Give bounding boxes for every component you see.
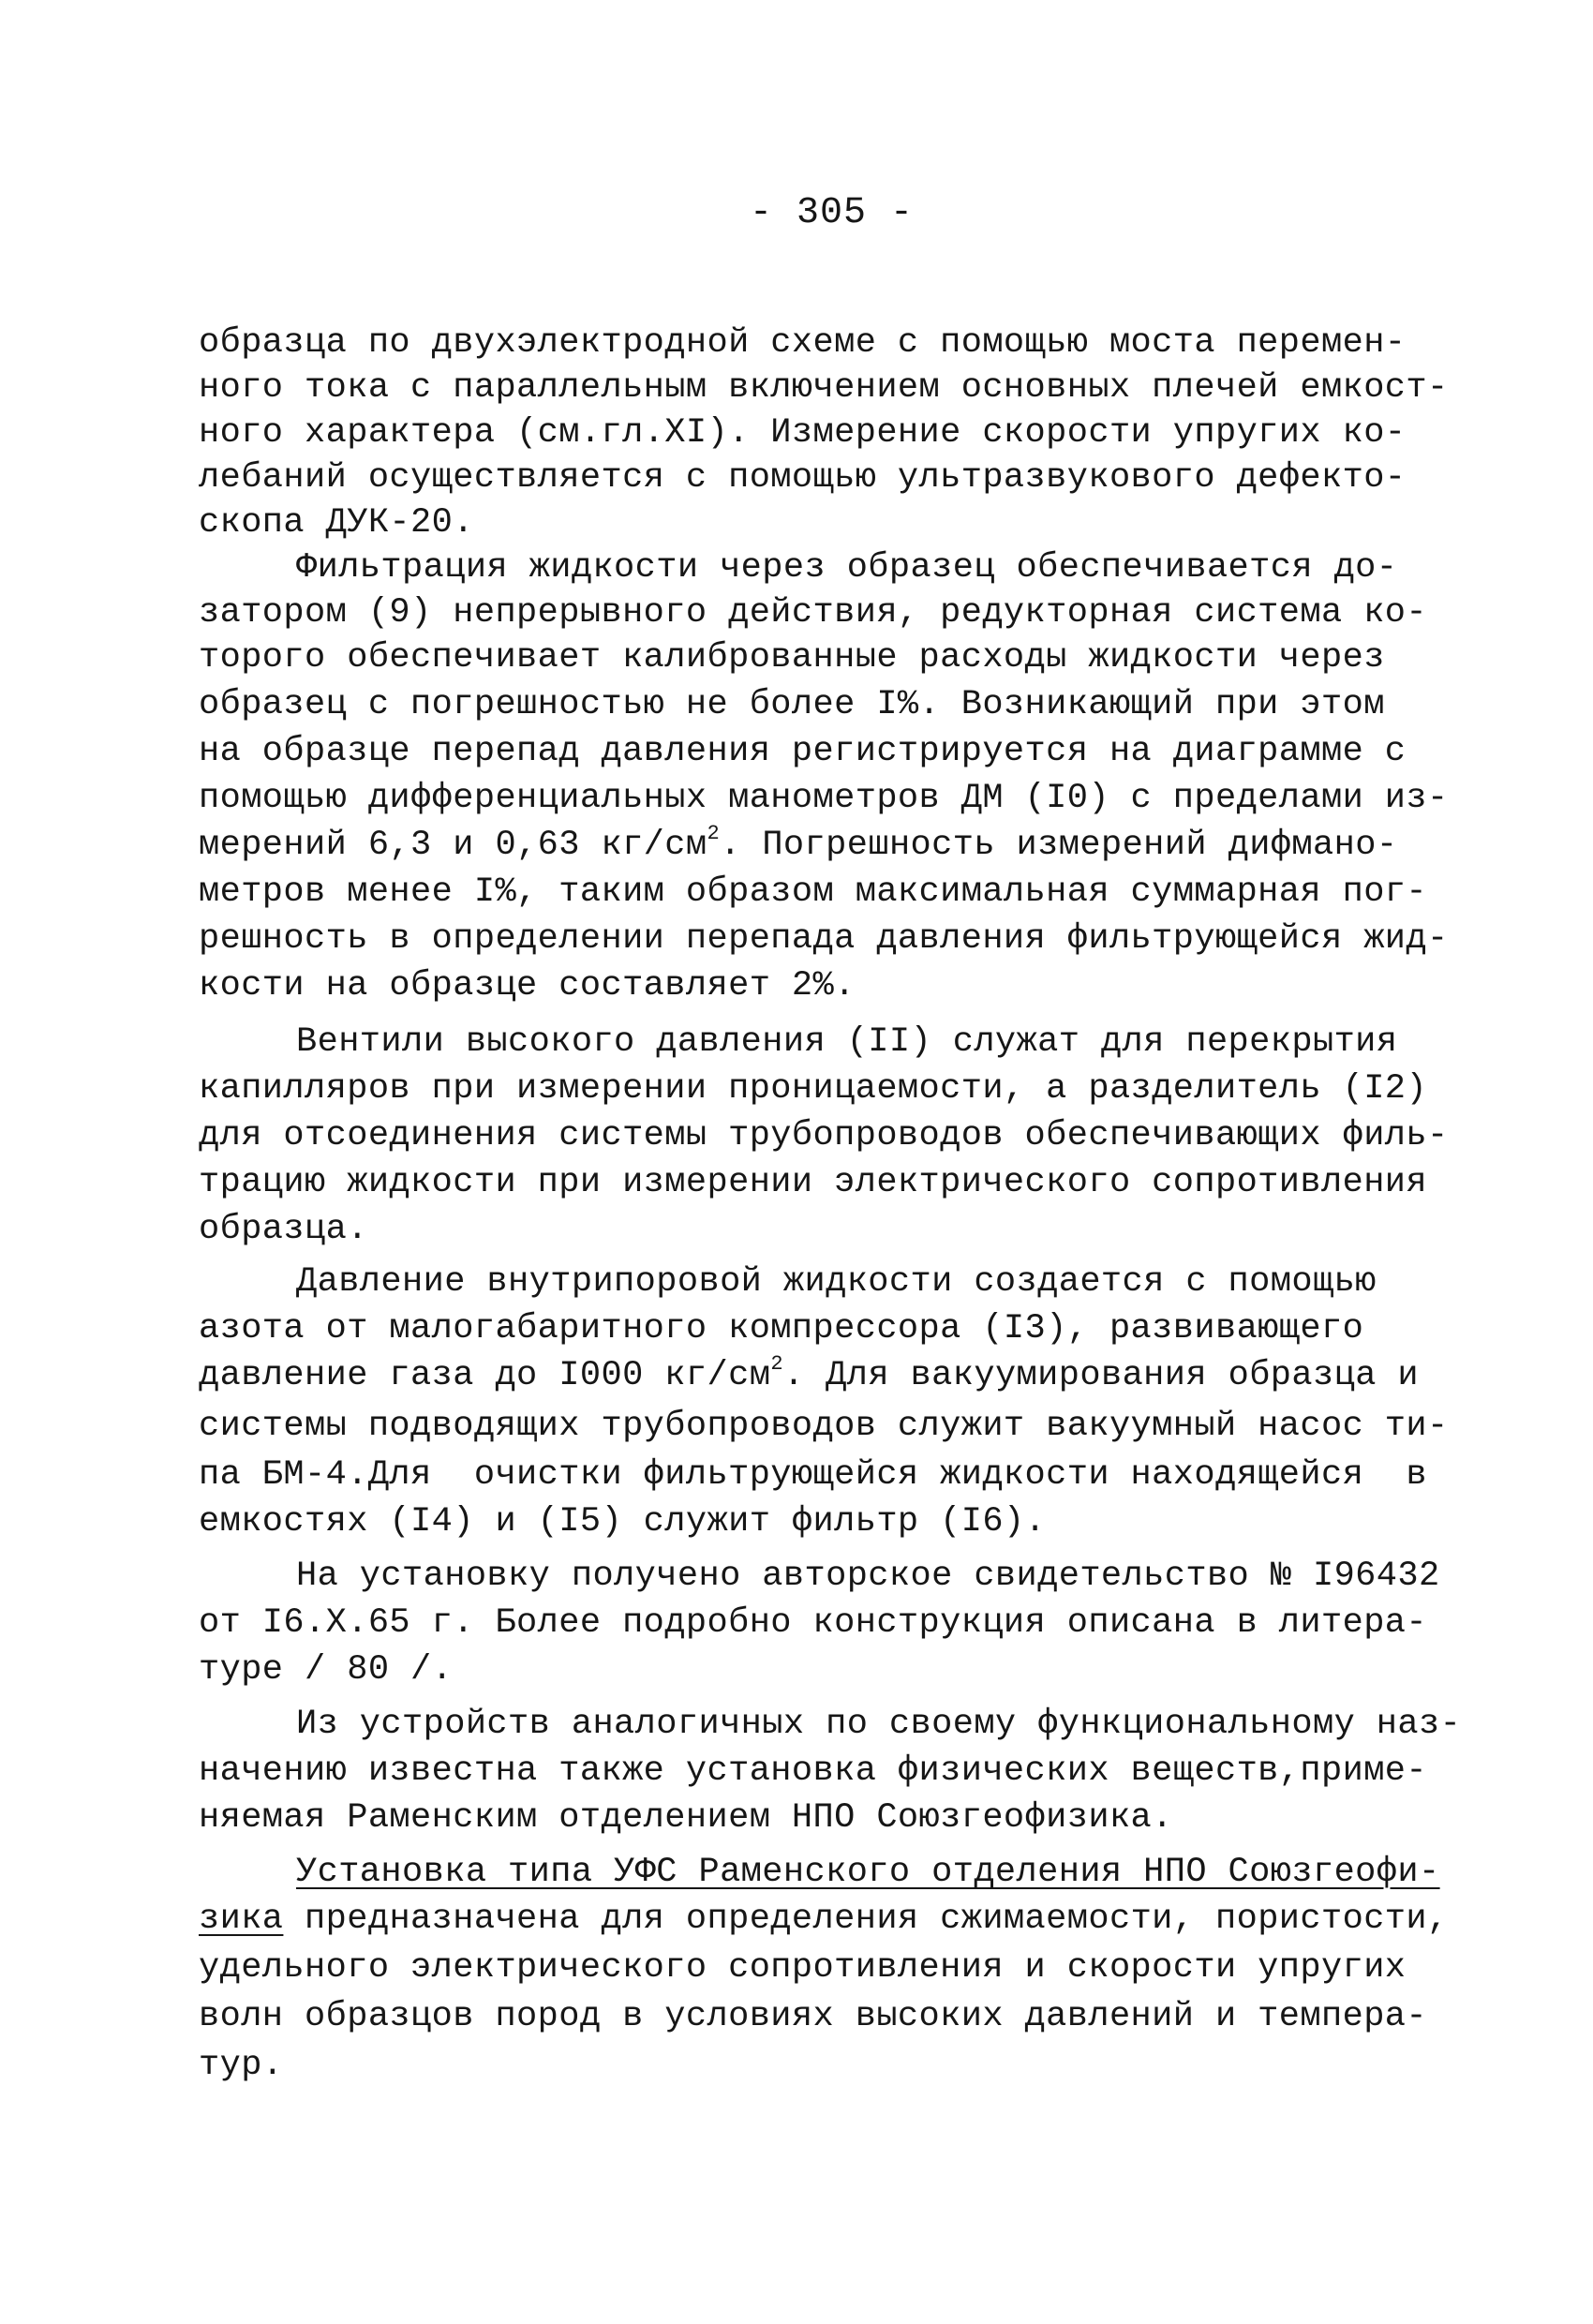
text-line: капилляров при измерении проницаемости, а разделитель (I2) (199, 1069, 1428, 1109)
text-line: метров менее I%, таким образом максимальная суммарная пог- (199, 872, 1428, 912)
text-line-with-underline (199, 1899, 1449, 1939)
text-segment: давление газа до I000 кг/см (199, 1356, 771, 1395)
page-number: - 305 - (750, 192, 915, 234)
text-line: па БМ-4.Для очистки фильтрующейся жидкости находящейся в (199, 1455, 1428, 1495)
text-line: от I6.X.65 г. Более подробно конструкция описана в литера- (199, 1603, 1428, 1643)
superscript: 2 (770, 1352, 783, 1376)
text-line: системы подводящих трубопроводов служит вакуумный насос ти- (199, 1407, 1449, 1446)
superscript: 2 (707, 822, 721, 845)
text-line: лебаний осуществляется с помощью ультразвукового дефекто- (199, 458, 1407, 498)
text-line: помощью дифференциальных манометров ДМ (I0) с пределами из- (199, 779, 1449, 818)
text-line-with-superscript (199, 1352, 1420, 1395)
paragraph-first-line: Из устройств аналогичных по своему функциональному наз- (296, 1705, 1462, 1744)
text-line: на образце перепад давления регистрируется на диаграмме с (199, 732, 1407, 771)
text-line: удельного электрического сопротивления и скорости упругих (199, 1948, 1407, 1988)
text-line: образца. (199, 1210, 368, 1249)
text-line: торого обеспечивает калиброванные расходы жидкости через (199, 638, 1385, 678)
text-line: образец с погрешностью не более I%. Возникающий при этом (199, 685, 1385, 724)
text-line: туре / 80 /. (199, 1650, 454, 1690)
text-line: начению известна также установка физических веществ,приме- (199, 1751, 1428, 1791)
underlined-heading-line: Установка типа УФС Раменского отделения НПО Союзгеофи- (296, 1853, 1440, 1892)
text-line: образца по двухэлектродной схеме с помощью моста перемен- (199, 323, 1407, 363)
text-line: трацию жидкости при измерении электрического сопротивления (199, 1163, 1428, 1202)
paragraph-first-line: Вентили высокого давления (II) служат для перекрытия (296, 1022, 1398, 1062)
text-segment: . Погрешность измерений дифмано- (720, 826, 1398, 865)
text-line: тур. (199, 2046, 284, 2085)
text-line: азота от малогабаритного компрессора (I3), развивающего (199, 1309, 1364, 1348)
text-line: ного характера (см.гл.XI). Измерение скорости упругих ко- (199, 413, 1407, 453)
text-line: кости на образце составляет 2%. (199, 966, 856, 1006)
text-line-with-superscript (199, 822, 1398, 865)
text-line: волн образцов пород в условиях высоких давлений и темпера- (199, 1997, 1428, 2036)
text-segment: . Для вакуумирования образца и (782, 1356, 1420, 1395)
text-line: скопа ДУК-20. (199, 503, 474, 543)
text-segment: мерений 6,3 и 0,63 кг/см (199, 826, 707, 865)
paragraph-first-line: На установку получено авторское свидетельство № I96432 (296, 1557, 1440, 1596)
underlined-text: зика (199, 1899, 284, 1939)
text-line: решность в определении перепада давления фильтрующейся жид- (199, 919, 1449, 959)
text-line: емкостях (I4) и (I5) служит фильтр (I6). (199, 1502, 1047, 1542)
paragraph-first-line: Давление внутрипоровой жидкости создается с помощью (296, 1262, 1377, 1302)
text-segment: предназначена для определения сжимаемости, пористости, (283, 1899, 1449, 1939)
text-line: ного тока с параллельным включением основных плечей емкост- (199, 368, 1449, 408)
text-line: затором (9) непрерывного действия, редукторная система ко- (199, 593, 1428, 633)
paragraph-first-line: Фильтрация жидкости через образец обеспечивается до- (296, 548, 1398, 588)
text-line: для отсоединения системы трубопроводов обеспечивающих филь- (199, 1116, 1449, 1155)
text-line: няемая Раменским отделением НПО Союзгеофизика. (199, 1798, 1173, 1838)
